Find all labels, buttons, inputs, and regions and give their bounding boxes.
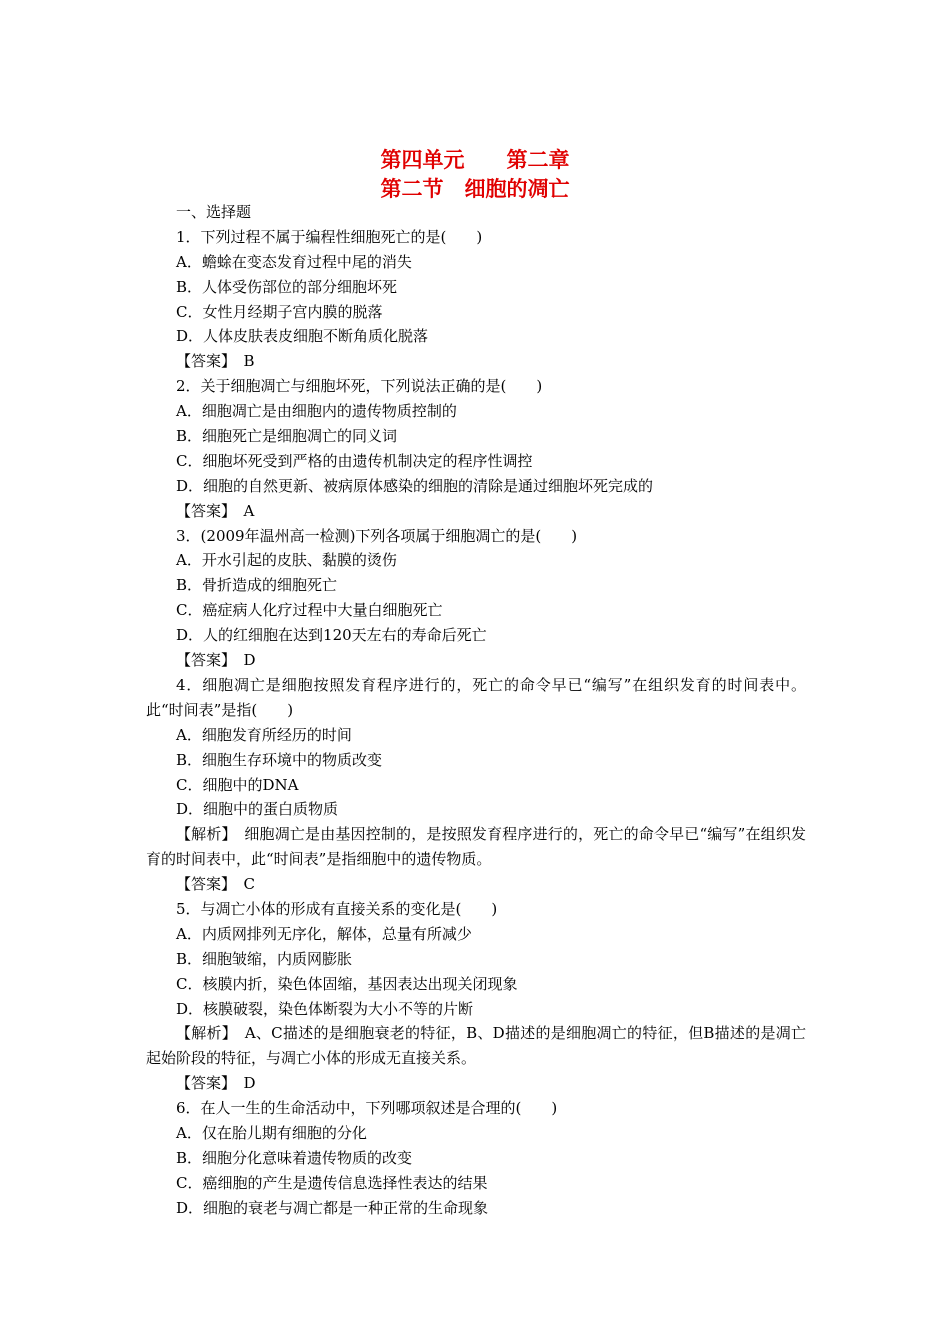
option: B．细胞死亡是细胞凋亡的同义词 — [176, 427, 398, 446]
option: A．开水引起的皮肤、黏膜的烫伤 — [176, 551, 397, 570]
option: B．细胞生存环境中的物质改变 — [176, 750, 383, 769]
option: A．内质网排列无序化，解体，总量有所减少 — [176, 924, 472, 943]
option: C．癌症病人化疗过程中大量白细胞死亡 — [176, 601, 443, 620]
answer: 【答案】 A — [176, 501, 255, 520]
question-stem: 2．关于细胞凋亡与细胞坏死，下列说法正确的是( ) — [176, 377, 543, 396]
option: C．细胞中的DNA — [176, 775, 299, 794]
option: C．细胞坏死受到严格的由遗传机制决定的程序性调控 — [176, 451, 533, 470]
option: D．核膜破裂，染色体断裂为大小不等的片断 — [176, 999, 474, 1018]
option: D．细胞的衰老与凋亡都是一种正常的生命现象 — [176, 1198, 489, 1217]
section-label: 一、选择题 — [176, 203, 252, 221]
option: A．仅在胎儿期有细胞的分化 — [176, 1124, 367, 1143]
option: C．癌细胞的产生是遗传信息选择性表达的结果 — [176, 1173, 488, 1192]
unit-chapter-heading: 第四单元 第二章 — [380, 148, 570, 172]
option: D．人的红细胞在达到120天左右的寿命后死亡 — [176, 626, 487, 645]
question-stem: 4．细胞凋亡是细胞按照发育程序进行的，死亡的命令早已“编写”在组织发育的时间表中。此“时间表”是指( ) — [146, 675, 806, 719]
analysis: 【解析】 A、C描述的是细胞衰老的特征，B、D描述的是细胞凋亡的特征，但B描述的是凋亡起始阶段的特征，与凋亡小体的形成无直接关系。 — [146, 1024, 806, 1068]
analysis: 【解析】 细胞凋亡是由基因控制的，是按照发育程序进行的，死亡的命令早已“编写”在组织发育的时间表中，此“时间表”是指细胞中的遗传物质。 — [146, 825, 806, 869]
option: A．细胞凋亡是由细胞内的遗传物质控制的 — [176, 402, 457, 421]
option: D．细胞中的蛋白质物质 — [176, 800, 339, 819]
section-title: 第二节 细胞的凋亡 — [380, 177, 570, 201]
option: D．细胞的自然更新、被病原体感染的细胞的清除是通过细胞坏死完成的 — [176, 476, 654, 495]
question-stem: 6．在人一生的生命活动中，下列哪项叙述是合理的( ) — [176, 1099, 558, 1118]
option: C．核膜内折，染色体固缩，基因表达出现关闭现象 — [176, 974, 518, 993]
option: B．人体受伤部位的部分细胞坏死 — [176, 277, 398, 296]
option: A．蟾蜍在变态发育过程中尾的消失 — [176, 252, 412, 271]
option: B．骨折造成的细胞死亡 — [176, 576, 338, 595]
question-stem: 5．与凋亡小体的形成有直接关系的变化是( ) — [176, 900, 498, 918]
option: B．细胞皱缩，内质网膨胀 — [176, 949, 353, 968]
question-stem: 1．下列过程不属于编程性细胞死亡的是( ) — [176, 227, 483, 246]
answer: 【答案】 C — [176, 875, 255, 894]
question-stem: 3．(2009年温州高一检测)下列各项属于细胞凋亡的是( ) — [176, 526, 578, 545]
answer: 【答案】 D — [176, 1074, 256, 1093]
option: C．女性月经期子宫内膜的脱落 — [176, 302, 383, 321]
question-list — [146, 200, 806, 1221]
option: D．人体皮肤表皮细胞不断角质化脱落 — [176, 327, 429, 346]
answer: 【答案】 D — [176, 651, 256, 670]
option: B．细胞分化意味着遗传物质的改变 — [176, 1148, 413, 1167]
answer: 【答案】 B — [176, 352, 255, 371]
option: A．细胞发育所经历的时间 — [176, 725, 352, 744]
